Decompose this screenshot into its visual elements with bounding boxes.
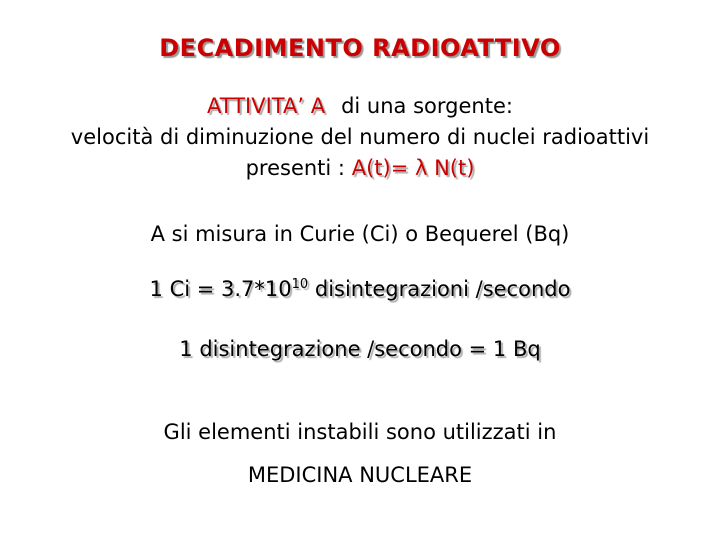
curie-definition: [0, 277, 720, 301]
usage-line: Gli elementi instabili sono utilizzati in: [163, 420, 557, 444]
page-title: DECADIMENTO RADIOATTIVO: [159, 34, 561, 62]
field-name: MEDICINA NUCLEARE: [247, 463, 473, 487]
curie-prefix: 1 Ci = 3.7*10: [149, 277, 292, 301]
activity-rest: di una sorgente:: [341, 94, 513, 118]
formula-prefix: presenti :: [245, 156, 346, 180]
becquerel-definition: 1 disintegrazione /secondo = 1 Bq: [179, 337, 541, 361]
curie-exponent: 10: [291, 277, 309, 292]
curie-suffix: disintegrazioni /secondo: [308, 277, 571, 301]
activity-formula-line: [0, 156, 720, 180]
activity-formula: A(t)= λ N(t): [351, 156, 475, 180]
activity-description: velocità di diminuzione del numero di nuclei radioattivi: [70, 125, 650, 149]
activity-definition-line: [0, 94, 720, 118]
activity-term: ATTIVITA’ A: [207, 94, 326, 118]
units-line: A si misura in Curie (Ci) o Bequerel (Bq): [150, 222, 570, 246]
